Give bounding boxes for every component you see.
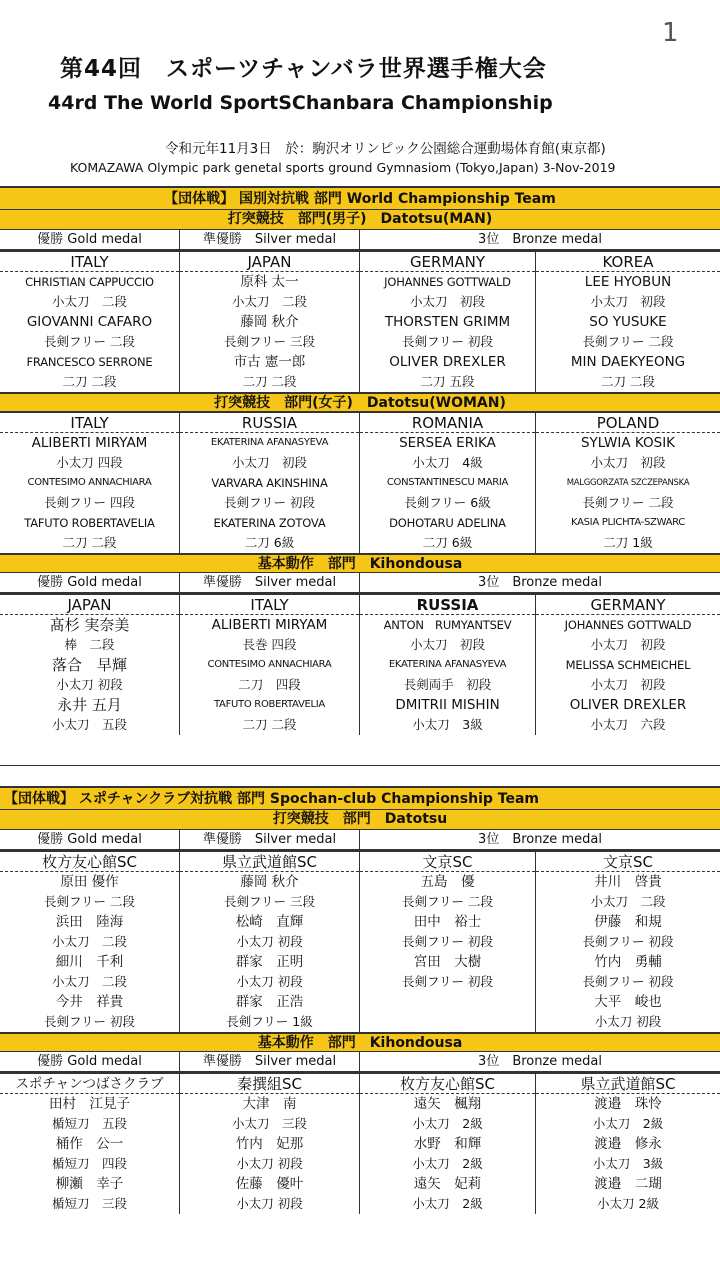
player-name: OLIVER DREXLER	[389, 354, 506, 370]
player-rank: 小太刀 四段	[56, 455, 123, 470]
player-name: ALIBERTI MIRYAM	[31, 435, 148, 451]
player-rank: 棒 二段	[64, 637, 115, 652]
bronze-medal-label: 3位 Bronze medal	[478, 832, 602, 847]
player-rank: 長剣両手 初段	[403, 677, 492, 692]
bronze-medal-label: 3位 Bronze medal	[478, 575, 602, 590]
section-spochan-club-team	[0, 786, 720, 1214]
player-rank: 小太刀 初段	[231, 455, 307, 470]
team-column	[360, 1074, 536, 1214]
team-name: 秦撰組SC	[180, 1074, 359, 1094]
team-name: JAPAN	[180, 252, 359, 272]
player-rank: 二刀 二段	[601, 374, 655, 389]
title-english: 44rd The World SportSChanbara Championship	[48, 92, 553, 114]
player-name: SERSEA ERIKA	[399, 435, 496, 451]
player-rank: 長剣フリー 三段	[224, 334, 315, 349]
player-rank: 長剣フリー 二段	[44, 894, 135, 909]
team-column	[536, 252, 720, 392]
results-table	[0, 850, 720, 1032]
silver-medal-label: 準優勝 Silver medal	[180, 830, 360, 849]
section-title: 【団体戦】 スポチャンクラブ対抗戦 部門 Spochan-club Championship Team	[0, 786, 720, 810]
page-number: 1	[662, 18, 679, 48]
player-rank: 長剣フリー 初段	[582, 934, 674, 949]
player-name: EKATERINA AFANASYEVA	[388, 659, 507, 670]
player-name: VARVARA AKINSHINA	[211, 476, 328, 490]
team-name: GERMANY	[536, 595, 720, 615]
player-name: JOHANNES GOTTWALD	[384, 275, 511, 289]
silver-medal-label: 準優勝 Silver medal	[180, 230, 360, 249]
team-name: RUSSIA	[180, 413, 359, 433]
player-rank: 小太刀 初段	[590, 455, 666, 470]
player-rank: 長剣フリー 三段	[224, 894, 315, 909]
player-rank: 小太刀 2級	[412, 1156, 483, 1171]
player-rank: 長剣フリー 初段	[402, 934, 493, 949]
results-table	[0, 250, 720, 392]
player-name: 井川 啓貴	[594, 874, 662, 890]
player-rank: 長剣フリー 四段	[44, 495, 135, 510]
player-rank: 長剣フリー 二段	[582, 495, 674, 510]
team-name: 県立武道館SC	[180, 852, 359, 872]
player-rank: 小太刀 2級	[597, 1196, 659, 1211]
player-name: 柳瀬 幸子	[55, 1176, 124, 1192]
player-name: 五島 優	[420, 874, 475, 890]
player-rank: 小太刀 初段	[236, 974, 303, 989]
player-rank: 小太刀 五段	[51, 717, 127, 732]
category-title: 打突競技 部門(男子) Datotsu(MAN)	[0, 210, 720, 230]
player-rank: 小太刀 六段	[590, 717, 666, 732]
gold-medal-label: 優勝 Gold medal	[0, 830, 180, 849]
player-name: DMITRII MISHIN	[395, 697, 500, 713]
team-name: ITALY	[0, 413, 179, 433]
gold-medal-label: 優勝 Gold medal	[0, 230, 180, 249]
results-table	[0, 412, 720, 553]
player-rank: 長剣フリー 二段	[44, 334, 135, 349]
section-title: 【団体戦】 国別対抗戦 部門 World Championship Team	[0, 186, 720, 210]
player-rank: 楯短刀 四段	[51, 1156, 127, 1171]
team-name: KOREA	[536, 252, 720, 272]
player-rank: 長剣フリー 初段	[224, 495, 315, 510]
player-rank: 二刀 四段	[238, 677, 301, 692]
player-name: LEE HYOBUN	[584, 274, 672, 290]
player-rank: 長剣フリー 初段	[402, 334, 493, 349]
results-table	[0, 1072, 720, 1214]
team-column	[180, 252, 360, 392]
team-column	[536, 413, 720, 553]
player-name: 桶作 公一	[55, 1136, 124, 1152]
player-name: 水野 和輝	[413, 1136, 482, 1152]
player-rank: 長剣フリー 初段	[402, 974, 493, 989]
player-name: 群家 正浩	[235, 994, 304, 1010]
player-name: THORSTEN GRIMM	[384, 314, 511, 330]
team-name: RUSSIA	[360, 595, 535, 615]
player-rank: 小太刀 初段	[236, 934, 303, 949]
player-rank: 小太刀 3級	[412, 717, 483, 732]
team-column	[536, 595, 720, 735]
silver-medal-label: 準優勝 Silver medal	[180, 573, 360, 592]
player-name: MELISSA SCHMEICHEL	[565, 658, 691, 672]
player-name: CONTESIMO ANNACHIARA	[207, 659, 332, 670]
team-column	[180, 1074, 360, 1214]
player-name: GIOVANNI CAFARO	[26, 314, 153, 330]
player-name: 竹内 勇輔	[594, 954, 662, 970]
team-column	[360, 595, 536, 735]
silver-medal-label: 準優勝 Silver medal	[180, 1052, 360, 1071]
player-name: 永井 五月	[57, 696, 122, 714]
player-rank: 小太刀 2級	[592, 1116, 664, 1131]
player-name: 大平 峻也	[594, 994, 662, 1010]
team-column	[536, 1074, 720, 1214]
player-name: 今井 祥貴	[55, 994, 124, 1010]
player-name: 藤岡 秋介	[240, 314, 299, 330]
player-name: DOHOTARU ADELINA	[389, 516, 506, 530]
player-rank: 長剣フリー 二段	[402, 894, 493, 909]
player-rank: 長剣フリー 二段	[582, 334, 674, 349]
team-name: 文京SC	[536, 852, 720, 872]
player-name: EKATERINA AFANASYEVA	[210, 437, 329, 448]
medal-header-row	[0, 230, 720, 250]
team-column	[360, 252, 536, 392]
player-rank: 小太刀 初段	[590, 677, 666, 692]
category-datotsu	[0, 810, 720, 1032]
player-rank: 長剣フリー 1級	[226, 1014, 313, 1029]
bronze-medal-label: 3位 Bronze medal	[478, 1054, 602, 1069]
player-name: EKATERINA ZOTOVA	[213, 516, 326, 530]
player-name: ALIBERTI MIRYAM	[211, 617, 328, 633]
player-name: FRANCESCO SERRONE	[26, 355, 153, 369]
title-japanese: 第44回 スポーツチャンバラ世界選手権大会	[60, 56, 547, 82]
team-name: ITALY	[0, 252, 179, 272]
team-column	[0, 1074, 180, 1214]
player-name: 田村 江見子	[49, 1096, 130, 1112]
player-rank: 小太刀 二段	[590, 894, 666, 909]
player-rank: 二刀 6級	[422, 535, 473, 550]
bronze-medal-label: 3位 Bronze medal	[478, 232, 602, 247]
player-name: OLIVER DREXLER	[569, 697, 687, 713]
player-name: MIN DAEKYEONG	[570, 354, 686, 370]
results-table	[0, 593, 720, 735]
player-name: SYLWIA KOSIK	[580, 435, 676, 451]
team-name: 枚方友心館SC	[360, 1074, 535, 1094]
category-title: 基本動作 部門 Kihondousa	[0, 1032, 720, 1052]
player-rank: 楯短刀 五段	[51, 1116, 127, 1131]
player-name: 渡邉 珠怜	[594, 1096, 662, 1112]
player-rank	[360, 1012, 535, 1032]
team-column	[0, 413, 180, 553]
category-kihondousa	[0, 1032, 720, 1214]
player-name: MALGGORZATA SZCZEPANSKA	[566, 478, 690, 488]
category-kihondousa	[0, 553, 720, 735]
player-name: TAFUTO ROBERTAVELIA	[214, 699, 325, 710]
document-header	[0, 0, 720, 185]
team-name: ROMANIA	[360, 413, 535, 433]
player-rank: 二刀 二段	[62, 374, 117, 389]
player-rank: 二刀 二段	[242, 374, 297, 389]
player-name: 原科 太一	[240, 274, 299, 290]
player-name: 田中 裕士	[413, 914, 482, 930]
player-rank: 二刀 五段	[420, 374, 475, 389]
category-title: 基本動作 部門 Kihondousa	[0, 553, 720, 573]
team-column	[180, 413, 360, 553]
player-name: CONSTANTINESCU MARIA	[386, 477, 509, 488]
player-name: 細川 千利	[55, 954, 124, 970]
player-name: 大津 南	[242, 1096, 297, 1112]
team-name: ITALY	[180, 595, 359, 615]
player-name: 竹内 妃那	[235, 1136, 304, 1152]
player-rank: 小太刀 三段	[231, 1116, 307, 1131]
medal-header-row	[0, 573, 720, 593]
team-name: スポチャンつばさクラブ	[0, 1074, 179, 1094]
player-rank: 小太刀 初段	[236, 1196, 303, 1211]
player-name: 松崎 直輝	[235, 914, 304, 930]
player-name: CHRISTIAN CAPPUCCIO	[25, 275, 154, 289]
player-rank: 二刀 二段	[242, 717, 297, 732]
player-name	[360, 992, 535, 1012]
team-column	[180, 595, 360, 735]
player-name: 群家 正明	[235, 954, 304, 970]
player-rank: 長剣フリー 初段	[44, 1014, 135, 1029]
team-name: JAPAN	[0, 595, 179, 615]
category-title: 打突競技 部門 Datotsu	[0, 810, 720, 830]
player-rank: 小太刀 2級	[412, 1116, 483, 1131]
player-name: 佐藤 優叶	[235, 1176, 304, 1192]
player-rank: 二刀 二段	[62, 535, 117, 550]
player-rank: 小太刀 二段	[51, 294, 127, 309]
player-name: 渡邉 修永	[594, 1136, 662, 1152]
player-rank: 小太刀 初段	[590, 637, 666, 652]
player-name: 浜田 陸海	[55, 914, 124, 930]
player-name: SO YUSUKE	[589, 314, 667, 330]
player-rank: 小太刀 4級	[412, 455, 483, 470]
team-name: POLAND	[536, 413, 720, 433]
player-rank: 楯短刀 三段	[51, 1196, 127, 1211]
team-column	[360, 852, 536, 1032]
player-name: 伊藤 和規	[594, 914, 662, 930]
player-name: 原田 優作	[60, 874, 119, 890]
player-name: JOHANNES GOTTWALD	[564, 618, 692, 632]
player-rank: 長剣フリー 初段	[582, 974, 674, 989]
player-name: 渡邉 二瑚	[594, 1176, 662, 1192]
category-datotsu-woman	[0, 392, 720, 553]
player-rank: 小太刀 初段	[56, 677, 123, 692]
team-column	[0, 595, 180, 735]
team-column	[0, 252, 180, 392]
player-rank: 小太刀 初段	[590, 294, 666, 309]
team-name: GERMANY	[360, 252, 535, 272]
player-rank: 小太刀 初段	[409, 637, 485, 652]
category-datotsu-man	[0, 210, 720, 392]
medal-header-row	[0, 1052, 720, 1072]
player-rank: 小太刀 初段	[236, 1156, 303, 1171]
player-rank: 二刀 6級	[244, 535, 295, 550]
section-world-championship-team	[0, 186, 720, 735]
gold-medal-label: 優勝 Gold medal	[0, 1052, 180, 1071]
player-name: 市古 憲一郎	[233, 354, 306, 370]
player-rank: 長剣フリー 6級	[404, 495, 491, 510]
player-rank: 小太刀 2級	[412, 1196, 483, 1211]
player-rank: 長巻 四段	[242, 637, 297, 652]
section-bottom-border	[0, 765, 720, 766]
event-date-venue-japanese: 令和元年11月3日 於：駒沢オリンピック公園総合運動場体育館(東京都)	[165, 141, 606, 157]
player-rank: 小太刀 二段	[51, 934, 127, 949]
player-rank: 二刀 1級	[603, 535, 653, 550]
player-name: 遠矢 楓翔	[413, 1096, 482, 1112]
player-name: 髙杉 実奈美	[49, 616, 130, 634]
team-name: 県立武道館SC	[536, 1074, 720, 1094]
team-column	[360, 413, 536, 553]
medal-header-row	[0, 830, 720, 850]
player-name: KASIA PLICHTA-SZWARC	[571, 517, 685, 528]
player-name: CONTESIMO ANNACHIARA	[27, 477, 152, 488]
player-name: 藤岡 秋介	[240, 874, 299, 890]
player-name: ANTON RUMYANTSEV	[383, 618, 512, 632]
player-rank: 小太刀 二段	[231, 294, 307, 309]
event-date-venue-english: KOMAZAWA Olympic park genetal sports ground Gymnasiom (Tokyo,Japan) 3-Nov-2019	[70, 160, 616, 175]
player-rank: 小太刀 二段	[51, 974, 127, 989]
player-name: TAFUTO ROBERTAVELIA	[24, 516, 155, 530]
player-rank: 小太刀 初段	[594, 1014, 662, 1029]
player-rank: 小太刀 初段	[409, 294, 485, 309]
category-title: 打突競技 部門(女子) Datotsu(WOMAN)	[0, 392, 720, 412]
gold-medal-label: 優勝 Gold medal	[0, 573, 180, 592]
team-column	[180, 852, 360, 1032]
team-column	[0, 852, 180, 1032]
player-name: 宮田 大樹	[413, 954, 482, 970]
team-name: 文京SC	[360, 852, 535, 872]
team-column	[536, 852, 720, 1032]
team-name: 枚方友心館SC	[0, 852, 179, 872]
player-name: 落合 早輝	[51, 656, 127, 674]
player-name: 遠矢 妃莉	[413, 1176, 482, 1192]
player-rank: 小太刀 3級	[592, 1156, 664, 1171]
